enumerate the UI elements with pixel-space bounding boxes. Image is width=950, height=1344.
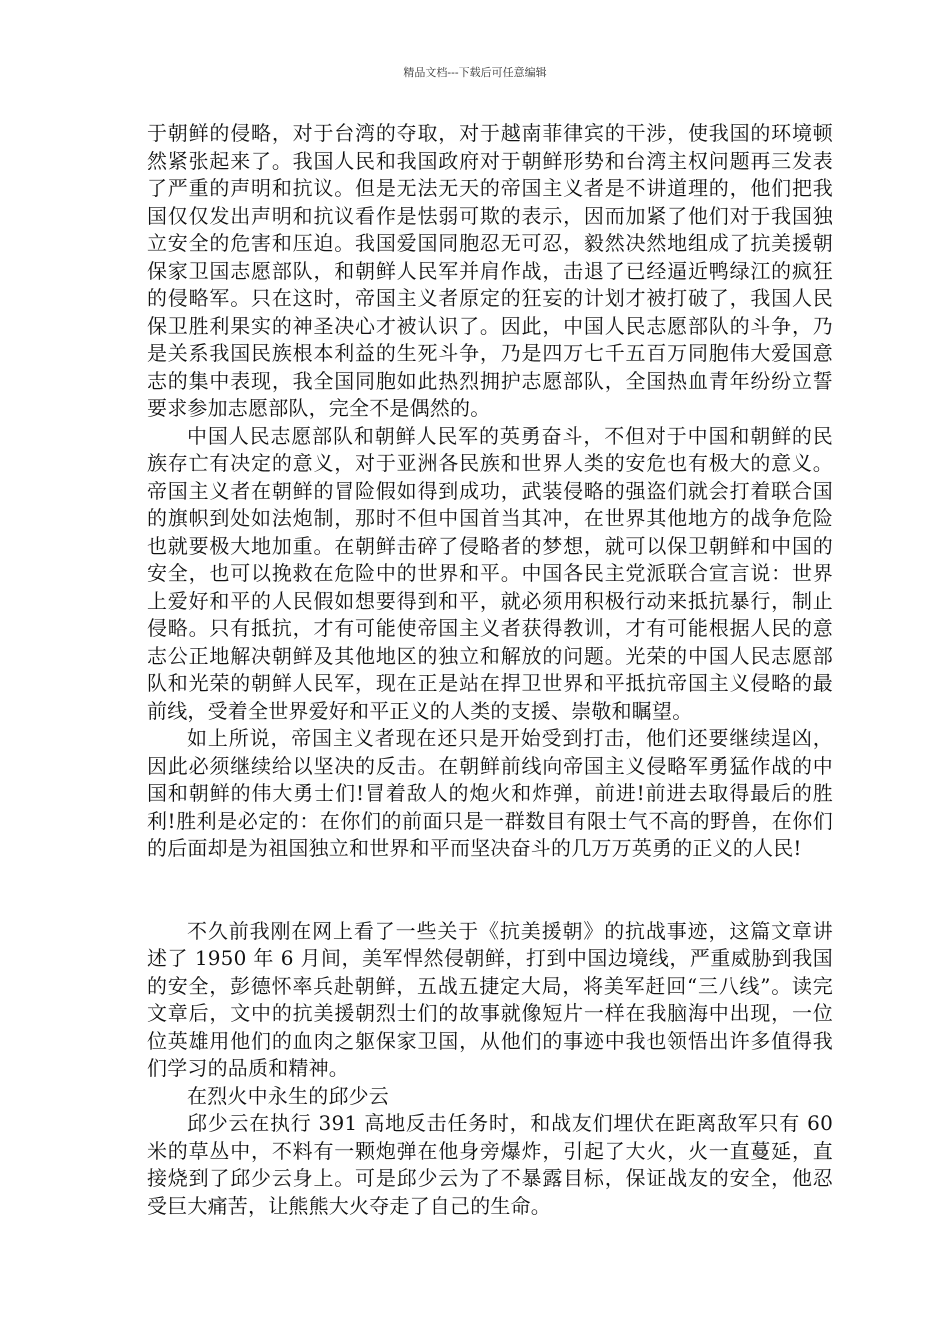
paragraph-1: 于朝鲜的侵略，对于台湾的夺取，对于越南菲律宾的干涉，使我国的环境顿然紧张起来了。我国人民和我国政府对于朝鲜形势和台湾主权问题再三发表了严重的声明和抗议。但是无法无天的帝国主义者是不讲道理的，他们把我国仅仅发出声明和抗议看作是怯弱可欺的表示，因而加紧了他们对于我国独立安全的危害和压迫。我国爱国同胞忍无可忍，毅然决然地组成了抗美援朝保家卫国志愿部队，和朝鲜人民军并肩作战，击退了已经逼近鸭绿江的疯狂的侵略军。只在这时，帝国主义者原定的狂妄的计划才被打破了，我国人民保卫胜利果实的神圣决心才被认识了。因此，中国人民志愿部队的斗争，乃是关系我国民族根本利益的生死斗争，乃是四万七千五百万同胞伟大爱国意志的集中表现，我全国同胞如此热烈拥护志愿部队，全国热血青年纷纷立誓要求参加志愿部队，完全不是偶然的。 [147, 121, 833, 420]
paragraph-4: 不久前我刚在网上看了一些关于《抗美援朝》的抗战事迹，这篇文章讲述了 1950 年 6 月间，美军悍然侵朝鲜，打到中国边境线，严重威胁到我国的安全，彭德怀率兵赴朝鲜，五战五捷定大局，将美军赶回“三八线”。读完文章后，文中的抗美援朝烈士们的故事就像短片一样在我脑海中出现，一位位英雄用他们的血肉之躯保家卫国，从他们的事迹中我也领悟出许多值得我们学习的品质和精神。 [147, 918, 833, 1080]
paragraph-5: 邱少云在执行 391 高地反击任务时，和战友们埋伏在距离敌军只有 60 米的草丛中，不料有一颗炮弹在他身旁爆炸，引起了大火，火一直蔓延，直接烧到了邱少云身上。可是邱少云为了不暴露目标，保证战友的安全，他忍受巨大痛苦，让熊熊大火夺走了自己的生命。 [147, 1111, 833, 1218]
document-body [147, 120, 833, 1220]
paragraph-3: 如上所说，帝国主义者现在还只是开始受到打击，他们还要继续逞凶，因此必须继续给以坚决的反击。在朝鲜前线向帝国主义侵略军勇猛作战的中国和朝鲜的伟大勇士们!冒着敌人的炮火和炸弹，前进!前进去取得最后的胜利!胜利是必定的：在你们的前面只是一群数目有限士气不高的野兽，在你们的后面却是为祖国独立和世界和平而坚决奋斗的几万万英勇的正义的人民! [147, 726, 833, 860]
section-gap [147, 863, 833, 918]
page-header: 精品文档---下载后可任意编辑 [403, 66, 547, 79]
paragraph-2: 中国人民志愿部队和朝鲜人民军的英勇奋斗，不但对于中国和朝鲜的民族存亡有决定的意义，对于亚洲各民族和世界人类的安危也有极大的意义。帝国主义者在朝鲜的冒险假如得到成功，武装侵略的强盗们就会打着联合国的旗帜到处如法炮制，那时不但中国首当其冲，在世界其他地方的战争危险也就要极大地加重。在朝鲜击碎了侵略者的梦想，就可以保卫朝鲜和中国的安全，也可以挽救在危险中的世界和平。中国各民主党派联合宣言说：世界上爱好和平的人民假如想要得到和平，就必须用积极行动来抵抗暴行，制止侵略。只有抵抗，才有可能使帝国主义者获得教训，才有可能根据人民的意志公正地解决朝鲜及其他地区的独立和解放的问题。光荣的中国人民志愿部队和光荣的朝鲜人民军，现在正是站在捍卫世界和平抵抗帝国主义侵略的最前线，受着全世界爱好和平正义的人类的支援、崇敬和瞩望。 [147, 423, 833, 723]
section-heading: 在烈火中永生的邱少云 [187, 1083, 389, 1108]
